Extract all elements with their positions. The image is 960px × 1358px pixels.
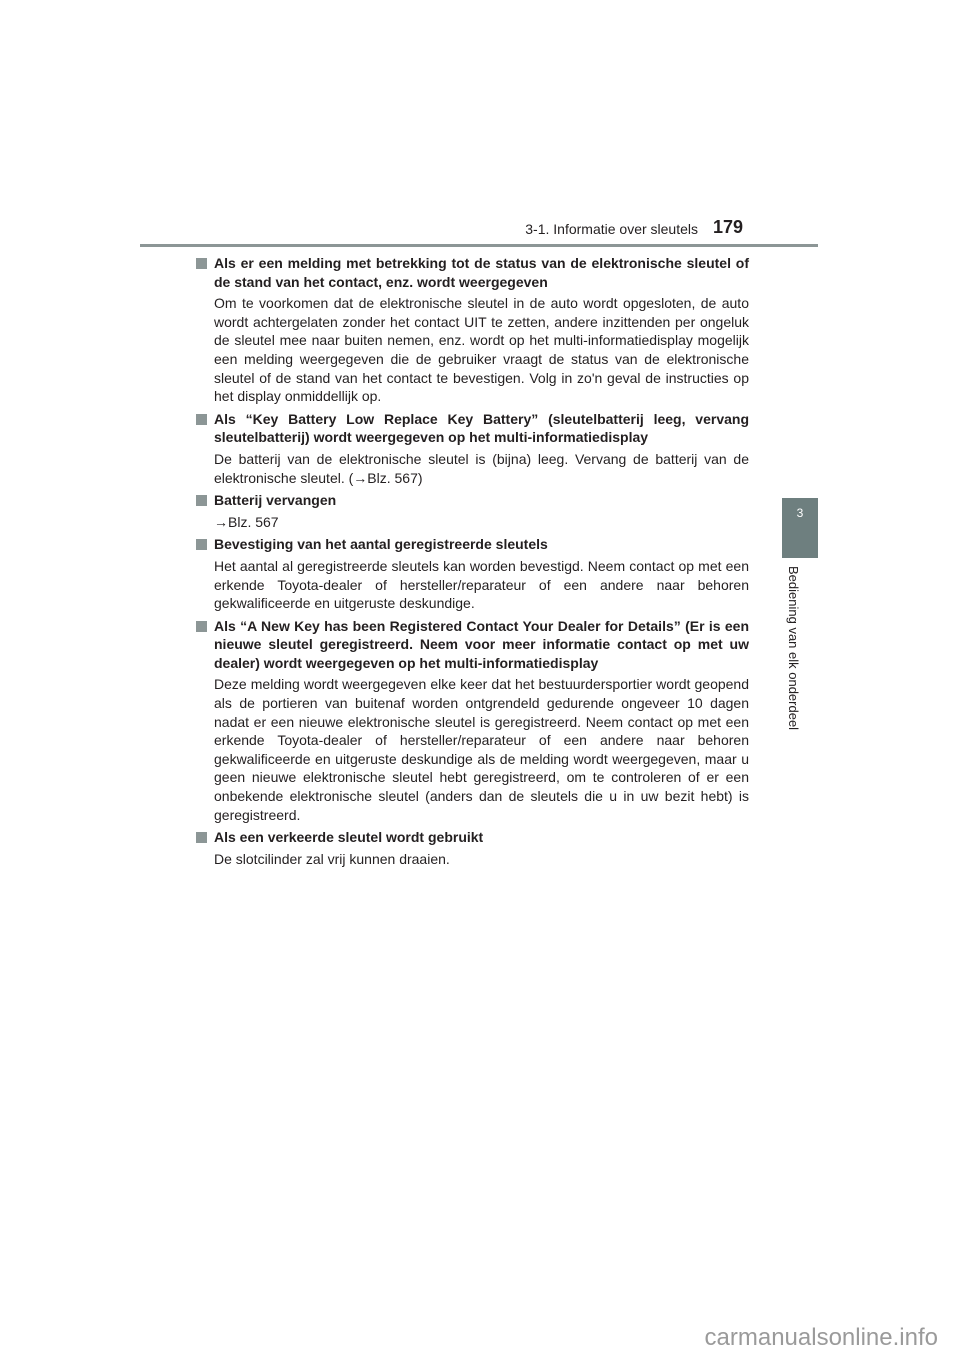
section-heading: Bevestiging van het aantal geregistreerde sleutels	[214, 536, 548, 553]
page-content	[196, 254, 749, 872]
bullet-square-icon	[196, 621, 207, 632]
bullet-square-icon	[196, 414, 207, 425]
chapter-tab: 3	[782, 498, 818, 558]
section-body: Het aantal al geregistreerde sleutels kan worden bevestigd. Neem contact op met een erkende Toyota-dealer of hersteller/reparateur of een andere naar behoren gekwalificeerde en uitgeruste deskundige.	[214, 557, 749, 612]
section	[196, 617, 749, 825]
watermark: carmanualsonline.info	[704, 1324, 938, 1351]
section-heading: Als een verkeerde sleutel wordt gebruikt	[214, 829, 484, 846]
bullet-square-icon	[196, 832, 207, 843]
bullet-square-icon	[196, 258, 207, 269]
section-heading: Als er een melding met betrekking tot de status van de elektronische sleutel of de stand van het contact, enz. wordt weergegeven	[214, 255, 749, 290]
section	[196, 410, 749, 487]
section	[196, 535, 749, 612]
section-heading: Als “Key Battery Low Replace Key Battery” (sleutelbatterij leeg, vervang sleutelbatterij) wordt weergegeven op het multi-informatiedisplay	[214, 410, 749, 446]
section-body: De batterij van de elektronische sleutel is (bijna) leeg. Vervang de batterij van de elektronische sleutel. (→Blz. 567)	[214, 450, 749, 486]
bullet-square-icon	[196, 539, 207, 550]
section-heading: Batterij vervangen	[214, 492, 337, 509]
section-title: 3-1. Informatie over sleutels	[525, 221, 698, 237]
section	[196, 491, 749, 531]
section-body: →Blz. 567	[214, 513, 279, 530]
bullet-square-icon	[196, 495, 207, 506]
section	[196, 254, 749, 406]
section-heading: Als “A New Key has been Registered Contact Your Dealer for Details” (Er is een nieuwe sleutel geregistreerd. Neem voor meer informatie contact op met uw dealer) wordt weergegeven op het multi-informatiedisplay	[214, 617, 749, 671]
section-body: Deze melding wordt weergegeven elke keer dat het bestuurdersportier wordt geopend als de portieren van buitenaf worden ontgrendeld gedurende ongeveer 10 dagen nadat er een nieuwe elektronische sleutel is geregistreerd. Neem contact op met een erkende Toyota-dealer of hersteller/reparateur of een andere naar behoren gekwalificeerde en uitgeruste deskundige als de melding wordt weergegeven, maar u geen nieuwe elektronische sleutel hebt geregistreerd, om te controleren of er een onbekende elektronische sleutel (anders dan de sleutels die u in uw bezit hebt) is geregistreerd.	[214, 676, 749, 823]
chapter-label: Bediening van elk onderdeel	[786, 566, 801, 731]
section-body: Om te voorkomen dat de elektronische sleutel in de auto wordt opgesloten, de auto wordt achtergelaten zonder het contact UIT te zetten, andere inzittenden per ongeluk de sleutel mee naar buiten nemen, enz. wordt op het multi-informatiedisplay mogelijk een melding weergegeven die de gebruiker vraagt de status van de elektronische sleutel of de stand van het contact te bevestigen. Volg in zo'n geval de instructies op het display onmiddellijk op.	[214, 295, 749, 405]
section-body: De slotcilinder zal vrij kunnen draaien.	[214, 850, 450, 867]
section	[196, 828, 749, 868]
page-number: 179	[713, 217, 744, 237]
header-divider	[140, 244, 818, 247]
